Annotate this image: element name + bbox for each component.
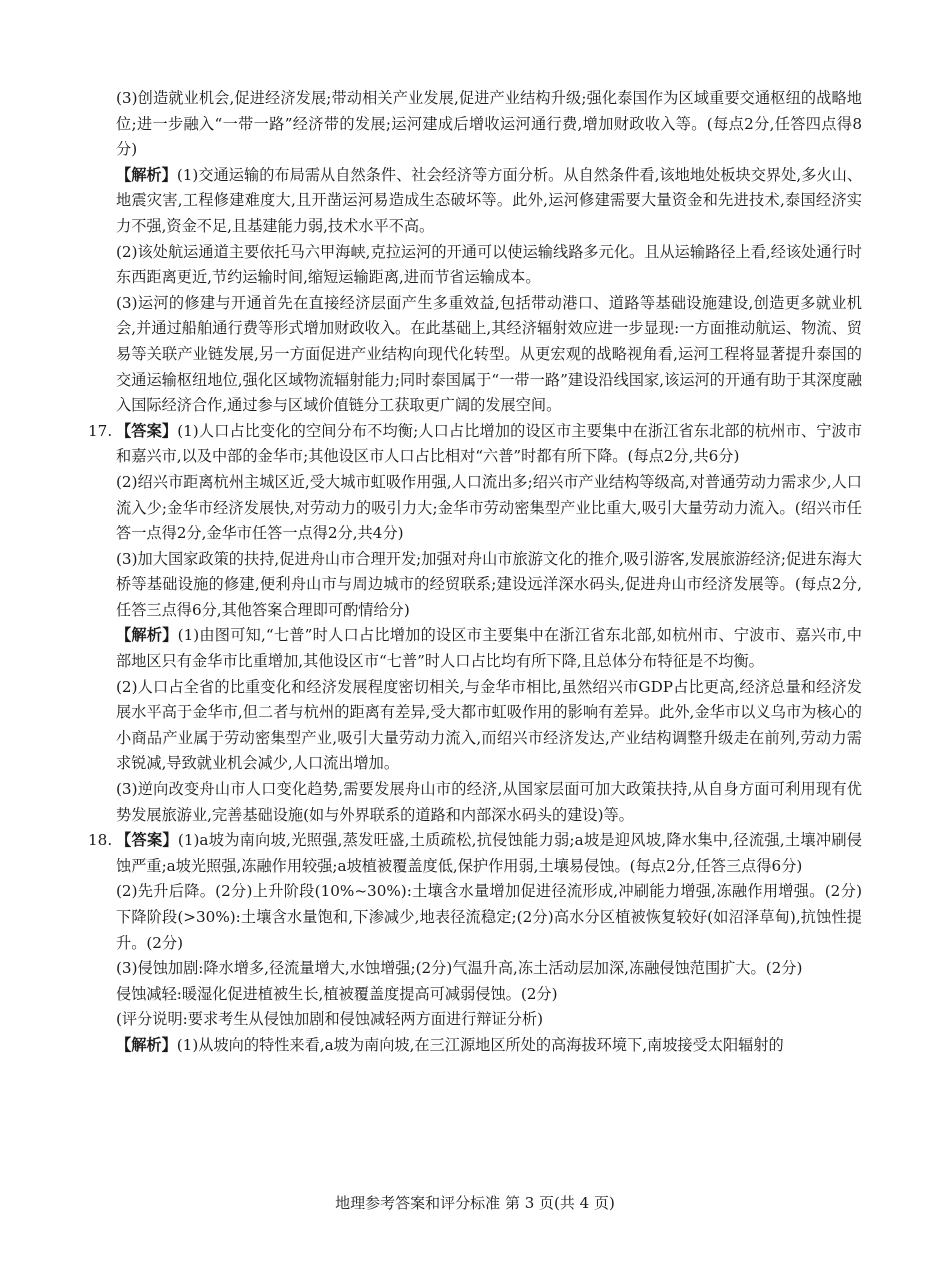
q17-answer-3: (3)加大国家政策的扶持,促进舟山市合理开发;加强对舟山市旅游文化的推介,吸引游客,发展旅游经济;促进东海大桥等基础设施的修建,便利舟山市与周边城市的经贸联系;建设远洋深水码头,促进舟山市经济发展等。(每点2分,任答三点得6分,其他答案合理即可酌情给分) bbox=[116, 549, 862, 619]
page-footer: 地理参考答案和评分标准 第 3 页(共 4 页) bbox=[335, 1194, 615, 1212]
q17-answer-2: (2)绍兴市距离杭州主城区近,受大城市虹吸作用强,人口流出多;绍兴市产业结构等级高,对普通劳动力需求少,人口流入少;金华市经济发展快,对劳动力的吸引力大;金华市劳动密集型产业比重大,吸引大量劳动力流入。(绍兴市任答一点得2分,金华市任答一点得2分,共4分) bbox=[116, 472, 862, 543]
q18-section bbox=[88, 828, 862, 1058]
q18-answer-2: (2)先升后降。(2分)上升阶段(10%~30%):土壤含水量增加促进径流形成,冲刷能力增强,冻融作用增强。(2分)下降阶段(>30%):土壤含水量饱和,下渗减少,地表径流稳定;(2分)高水分区植被恢复较好(如沼泽草甸),抗蚀性提升。(2分) bbox=[116, 882, 862, 952]
q18-analysis-1-text: (1)从坡向的特性来看,a坡为南向坡,在三江源地区所处的高海拔环境下,南坡接受太阳辐射的 bbox=[176, 1035, 784, 1054]
q18-number: 18. bbox=[88, 831, 113, 850]
q16-answer-3: (3)创造就业机会,促进经济发展;带动相关产业发展,促进产业结构升级;强化泰国作为区域重要交通枢纽的战略地位;进一步融入“一带一路”经济带的发展;运河建成后增收运河通行费,增加财政收入等。(每点2分,任答四点得8分) bbox=[116, 89, 862, 159]
q18-analysis-1 bbox=[116, 1033, 862, 1059]
q17-analysis-2: (2)人口占全省的比重变化和经济发展程度密切相关,与金华市相比,虽然绍兴市GDP占比更高,经济总量和经济发展水平高于金华市,但二者与杭州的距离有差异,受大都市虹吸作用的影响有差异。此外,金华市以义乌市为核心的小商品产业属于劳动密集型产业,吸引大量劳动力流入,而绍兴市经济发达,产业结构调整升级走在前列,劳动力需求锐减,导致就业机会减少,人口流出增加。 bbox=[116, 677, 862, 773]
analysis-tag: 【解析】 bbox=[116, 1035, 177, 1054]
analysis-tag: 【解析】 bbox=[116, 626, 178, 645]
q17-analysis-1 bbox=[116, 623, 862, 674]
q16-analysis-1-text: (1)交通运输的布局需从自然条件、社会经济等方面分析。从自然条件看,该地地处板块交界处,多火山、地震灾害,工程修建难度大,且开凿运河易造成生态破坏等。此外,运河修建需要大量资金和先进技术,泰国经济实力不强,资金不足,且基建能力弱,技术水平不高。 bbox=[116, 165, 863, 235]
q16-section bbox=[88, 86, 862, 419]
q17-analysis-1-text: (1)由图可知,“七普”时人口占比增加的设区市主要集中在浙江省东北部,如杭州市、宁波市、嘉兴市,中部地区只有金华市比重增加,其他设区市“七普”时人口占比均有所下降,且总体分布特征是不均衡。 bbox=[116, 626, 862, 671]
q17-analysis-3: (3)逆向改变舟山市人口变化趋势,需要发展舟山市的经济,从国家层面可加大政策扶持,从自身方面可利用现有优势发展旅游业,完善基础设施(如与外界联系的道路和内部深水码头的建设)等。 bbox=[116, 780, 862, 824]
analysis-tag: 【解析】 bbox=[116, 165, 177, 184]
q18-answer-3b: 侵蚀减轻:暖湿化促进植被生长,植被覆盖度提高可减弱侵蚀。(2分) bbox=[116, 984, 558, 1003]
q17-number: 17. bbox=[88, 421, 113, 440]
q18-answer-1-text: (1)a坡为南向坡,光照强,蒸发旺盛,土质疏松,抗侵蚀能力弱;a坡是迎风坡,降水集中,径流强,土壤冲刷侵蚀严重;a坡光照强,冻融作用较强;a坡植被覆盖度低,保护作用弱,土壤易侵蚀。(每点2分,任答三点得6分) bbox=[116, 831, 862, 875]
q18-answer-1 bbox=[116, 828, 862, 879]
q16-analysis-1 bbox=[116, 163, 862, 240]
q17-section bbox=[88, 419, 862, 829]
q18-answer-3: (3)侵蚀加剧:降水增多,径流量增大,水蚀增强;(2分)气温升高,冻土活动层加深,冻融侵蚀范围扩大。(2分) bbox=[116, 959, 803, 978]
answer-tag: 【答案】 bbox=[116, 421, 178, 440]
answer-content bbox=[88, 86, 862, 1059]
q16-analysis-2: (2)该处航运通道主要依托马六甲海峡,克拉运河的开通可以使运输线路多元化。且从运输路径上看,经该处通行时东西距离更近,节约运输时间,缩短运输距离,进而节省运输成本。 bbox=[116, 242, 862, 287]
q17-answer-1 bbox=[116, 419, 862, 470]
answer-tag: 【答案】 bbox=[116, 831, 178, 850]
q18-scoring-note: (评分说明:要求考生从侵蚀加剧和侵蚀减轻两方面进行辩证分析) bbox=[116, 1010, 544, 1029]
q17-answer-1-text: (1)人口占比变化的空间分布不均衡;人口占比增加的设区市主要集中在浙江省东北部的杭州市、宁波市和嘉兴市,以及中部的金华市;其他设区市人口占比相对“六普”时都有所下降。(每点2分,共6分) bbox=[116, 421, 862, 466]
q16-analysis-3: (3)运河的修建与开通首先在直接经济层面产生多重效益,包括带动港口、道路等基础设施建设,创造更多就业机会,并通过船舶通行费等形式增加财政收入。在此基础上,其经济辐射效应进一步显现:一方面推动航运、物流、贸易等关联产业链发展,另一方面促进产业结构向现代化转型。从更宏观的战略视角看,运河工程将显著提升泰国的交通运输枢纽地位,强化区域物流辐射能力;同时泰国属于“一带一路”建设沿线国家,该运河的开通有助于其深度融入国际经济合作,通过参与区域价值链分工获取更广阔的发展空间。 bbox=[116, 293, 862, 415]
